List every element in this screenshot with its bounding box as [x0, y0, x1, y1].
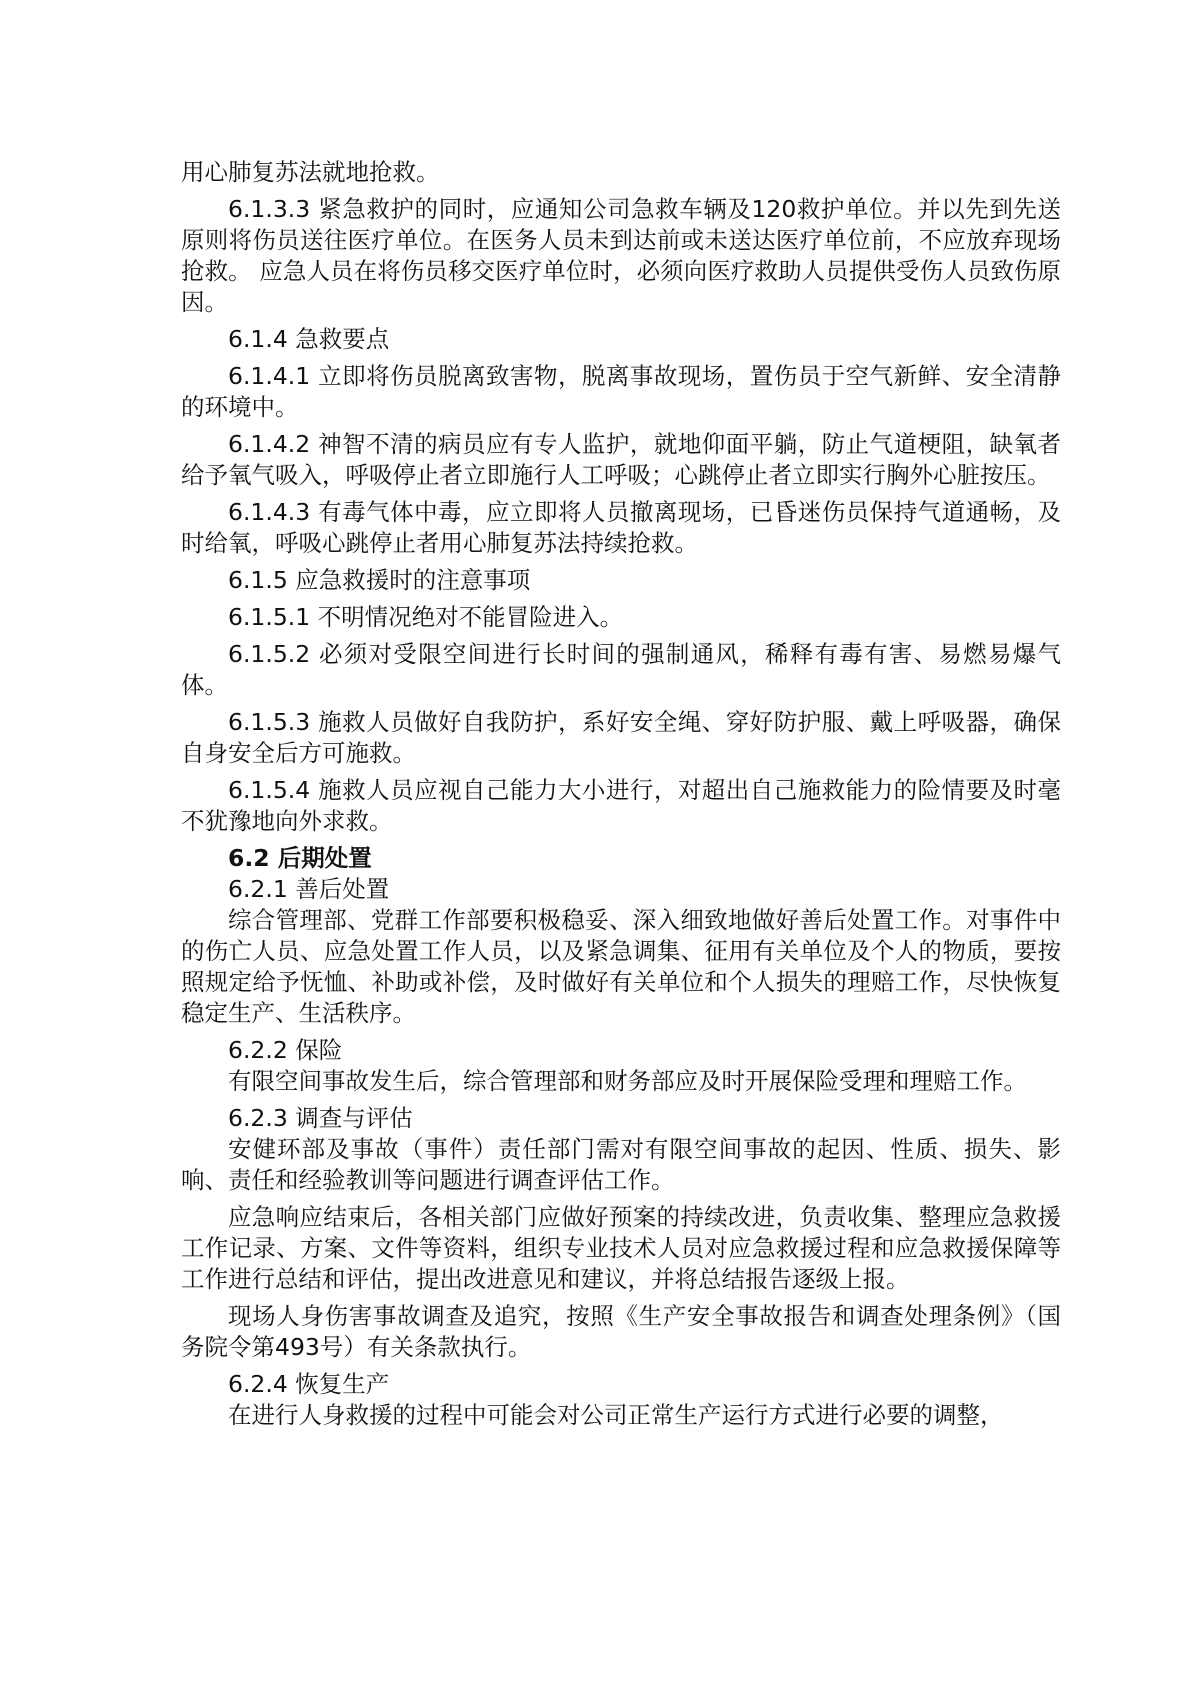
paragraph-continuation: 用心肺复苏法就地抢救。: [181, 158, 440, 186]
paragraph-6-2-3-body-3: 现场人身伤害事故调查及追究，按照《生产安全事故报告和调查处理条例》（国务院令第493号）有关条款执行。: [181, 1302, 1061, 1361]
heading-6-1-5: 6.1.5 应急救援时的注意事项: [228, 566, 531, 594]
paragraph-6-1-5-1: 6.1.5.1 不明情况绝对不能冒险进入。: [228, 603, 624, 631]
paragraph-6-2-3-body-2: 应急响应结束后，各相关部门应做好预案的持续改进，负责收集、整理应急救援工作记录、方案、文件等资料，组织专业技术人员对应急救援过程和应急救援保障等工作进行总结和评估，提出改进意见和建议，并将总结报告逐级上报。: [181, 1203, 1061, 1293]
document-body: [181, 157, 1061, 1437]
heading-6-2-1: 6.2.1 善后处置: [228, 875, 390, 903]
paragraph-6-2-1-body: 综合管理部、党群工作部要积极稳妥、深入细致地做好善后处置工作。对事件中的伤亡人员、应急处置工作人员，以及紧急调集、征用有关单位及个人的物质，要按照规定给予怃恤、补助或补偿，及时做好有关单位和个人损失的理赔工作，尽快恢复稳定生产、生活秩序。: [181, 906, 1061, 1027]
paragraph-6-2-4-body: 在进行人身救援的过程中可能会对公司正常生产运行方式进行必要的调整，: [228, 1401, 1004, 1429]
heading-6-2-3: 6.2.3 调查与评估: [228, 1104, 413, 1132]
heading-6-2-2: 6.2.2 保险: [228, 1036, 343, 1064]
section-heading-6-2: 6.2 后期处置: [228, 844, 372, 872]
heading-6-2-4: 6.2.4 恢复生产: [228, 1370, 390, 1398]
paragraph-6-1-5-3: 6.1.5.3 施救人员做好自我防护，系好安全绳、穿好防护服、戴上呼吸器，确保自身安全后方可施救。: [181, 708, 1061, 767]
paragraph-6-1-4-1: 6.1.4.1 立即将伤员脱离致害物，脱离事故现场，置伤员于空气新鲜、安全清静的环境中。: [181, 362, 1061, 421]
paragraph-6-1-5-4: 6.1.5.4 施救人员应视自己能力大小进行，对超出自己施救能力的险情要及时毫不犹豫地向外求救。: [181, 776, 1061, 835]
paragraph-6-1-5-2: 6.1.5.2 必须对受限空间进行长时间的强制通风，稀释有毒有害、易燃易爆气体。: [181, 640, 1061, 699]
paragraph-6-1-4-2: 6.1.4.2 神智不清的病员应有专人监护，就地仰面平躺，防止气道梗阻，缺氧者给予氧气吸入，呼吸停止者立即施行人工呼吸；心跳停止者立即实行胸外心脏按压。: [181, 430, 1061, 489]
paragraph-6-1-4-3: 6.1.4.3 有毒气体中毒，应立即将人员撤离现场，已昏迷伤员保持气道通畅，及时给氧，呼吸心跳停止者用心肺复苏法持续抢救。: [181, 498, 1061, 557]
heading-6-1-4: 6.1.4 急救要点: [228, 325, 390, 353]
paragraph-6-2-3-body-1: 安健环部及事故（事件）责任部门需对有限空间事故的起因、性质、损失、影响、责任和经验教训等问题进行调查评估工作。: [181, 1135, 1061, 1194]
paragraph-6-2-2-body: 有限空间事故发生后，综合管理部和财务部应及时开展保险受理和理赔工作。: [228, 1067, 1027, 1095]
paragraph-6-1-3-3: 6.1.3.3 紧急救护的同时，应通知公司急救车辆及120救护单位。并以先到先送原则将伤员送往医疗单位。在医务人员未到达前或未送达医疗单位前，不应放弃现场抢救。 应急人员在将伤员移交医疗单位时，必须向医疗救助人员提供受伤人员致伤原因。: [181, 195, 1061, 316]
